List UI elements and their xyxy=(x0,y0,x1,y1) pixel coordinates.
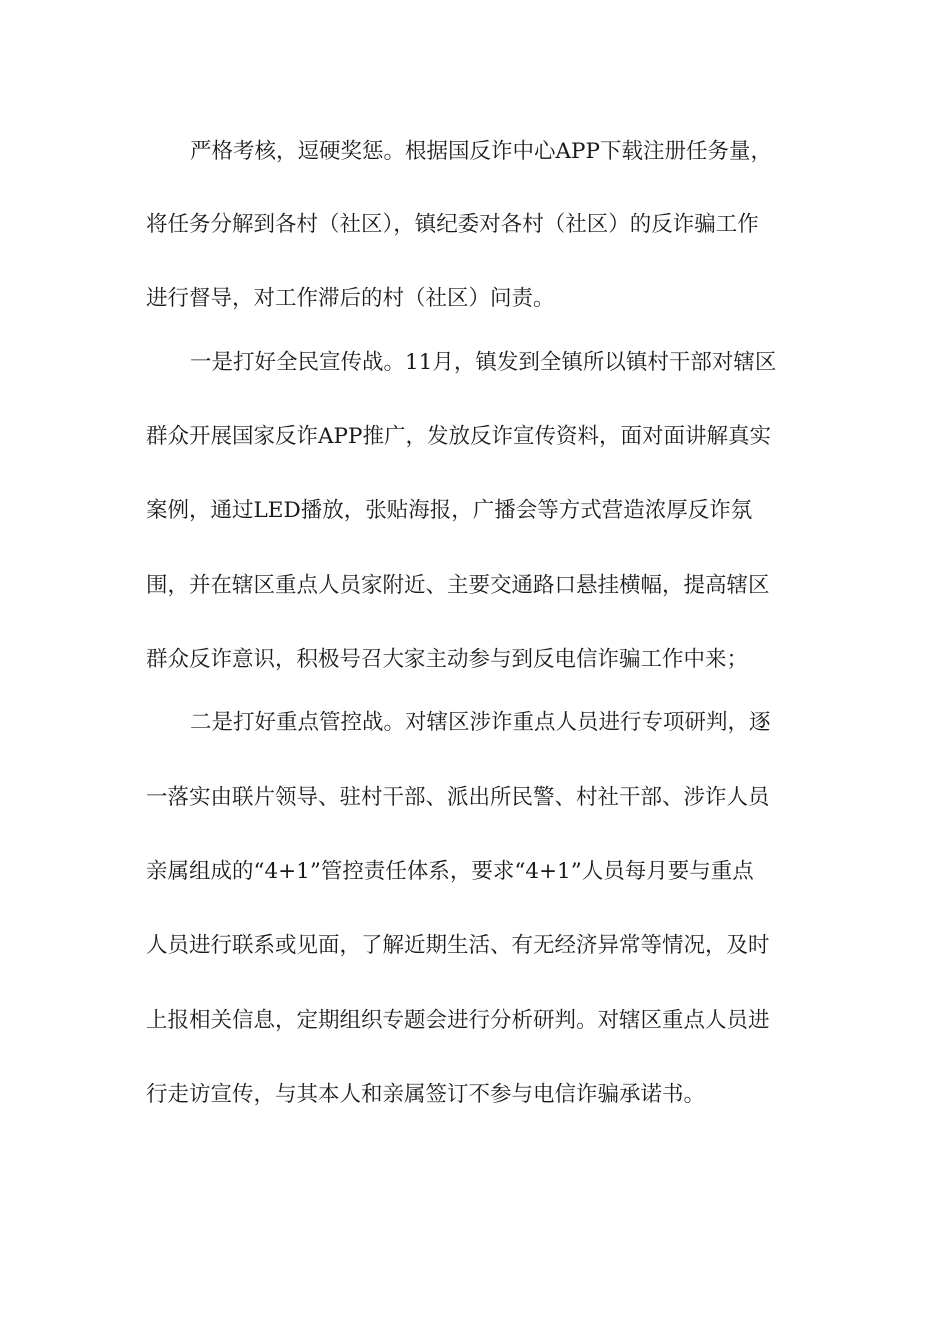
paragraph-2-line-2: 群众开展国家反诈APP推广，发放反诈宣传资料，面对面讲解真实 xyxy=(146,424,771,449)
paragraph-3-line-5: 上报相关信息，定期组织专题会进行分析研判。对辖区重点人员进 xyxy=(146,1008,770,1033)
paragraph-2-line-4: 围，并在辖区重点人员家附近、主要交通路口悬挂横幅，提高辖区 xyxy=(146,573,770,598)
paragraph-1-line-1: 严格考核，逗硬奖惩。根据国反诈中心APP下载注册任务量， xyxy=(190,139,772,164)
paragraph-3-line-2: 一落实由联片领导、驻村干部、派出所民警、村社干部、涉诈人员 xyxy=(146,785,770,810)
paragraph-3-line-4: 人员进行联系或见面，了解近期生活、有无经济异常等情况，及时 xyxy=(146,933,770,958)
paragraph-2-line-1: 一是打好全民宣传战。11月，镇发到全镇所以镇村干部对辖区 xyxy=(190,350,777,375)
paragraph-3-line-1: 二是打好重点管控战。对辖区涉诈重点人员进行专项研判，逐 xyxy=(190,710,771,735)
paragraph-2-line-5: 群众反诈意识，积极号召大家主动参与到反电信诈骗工作中来； xyxy=(146,647,749,672)
paragraph-3-line-3: 亲属组成的“4+1”管控责任体系，要求“4+1”人员每月要与重点 xyxy=(146,859,754,884)
paragraph-2-line-3: 案例，通过LED播放，张贴海报，广播会等方式营造浓厚反诈氛 xyxy=(146,498,753,523)
paragraph-1-line-3: 进行督导，对工作滞后的村（社区）问责。 xyxy=(146,286,555,311)
paragraph-1-line-2: 将任务分解到各村（社区），镇纪委对各村（社区）的反诈骗工作 xyxy=(146,212,759,237)
paragraph-3-line-6: 行走访宣传，与其本人和亲属签订不参与电信诈骗承诺书。 xyxy=(146,1082,706,1107)
